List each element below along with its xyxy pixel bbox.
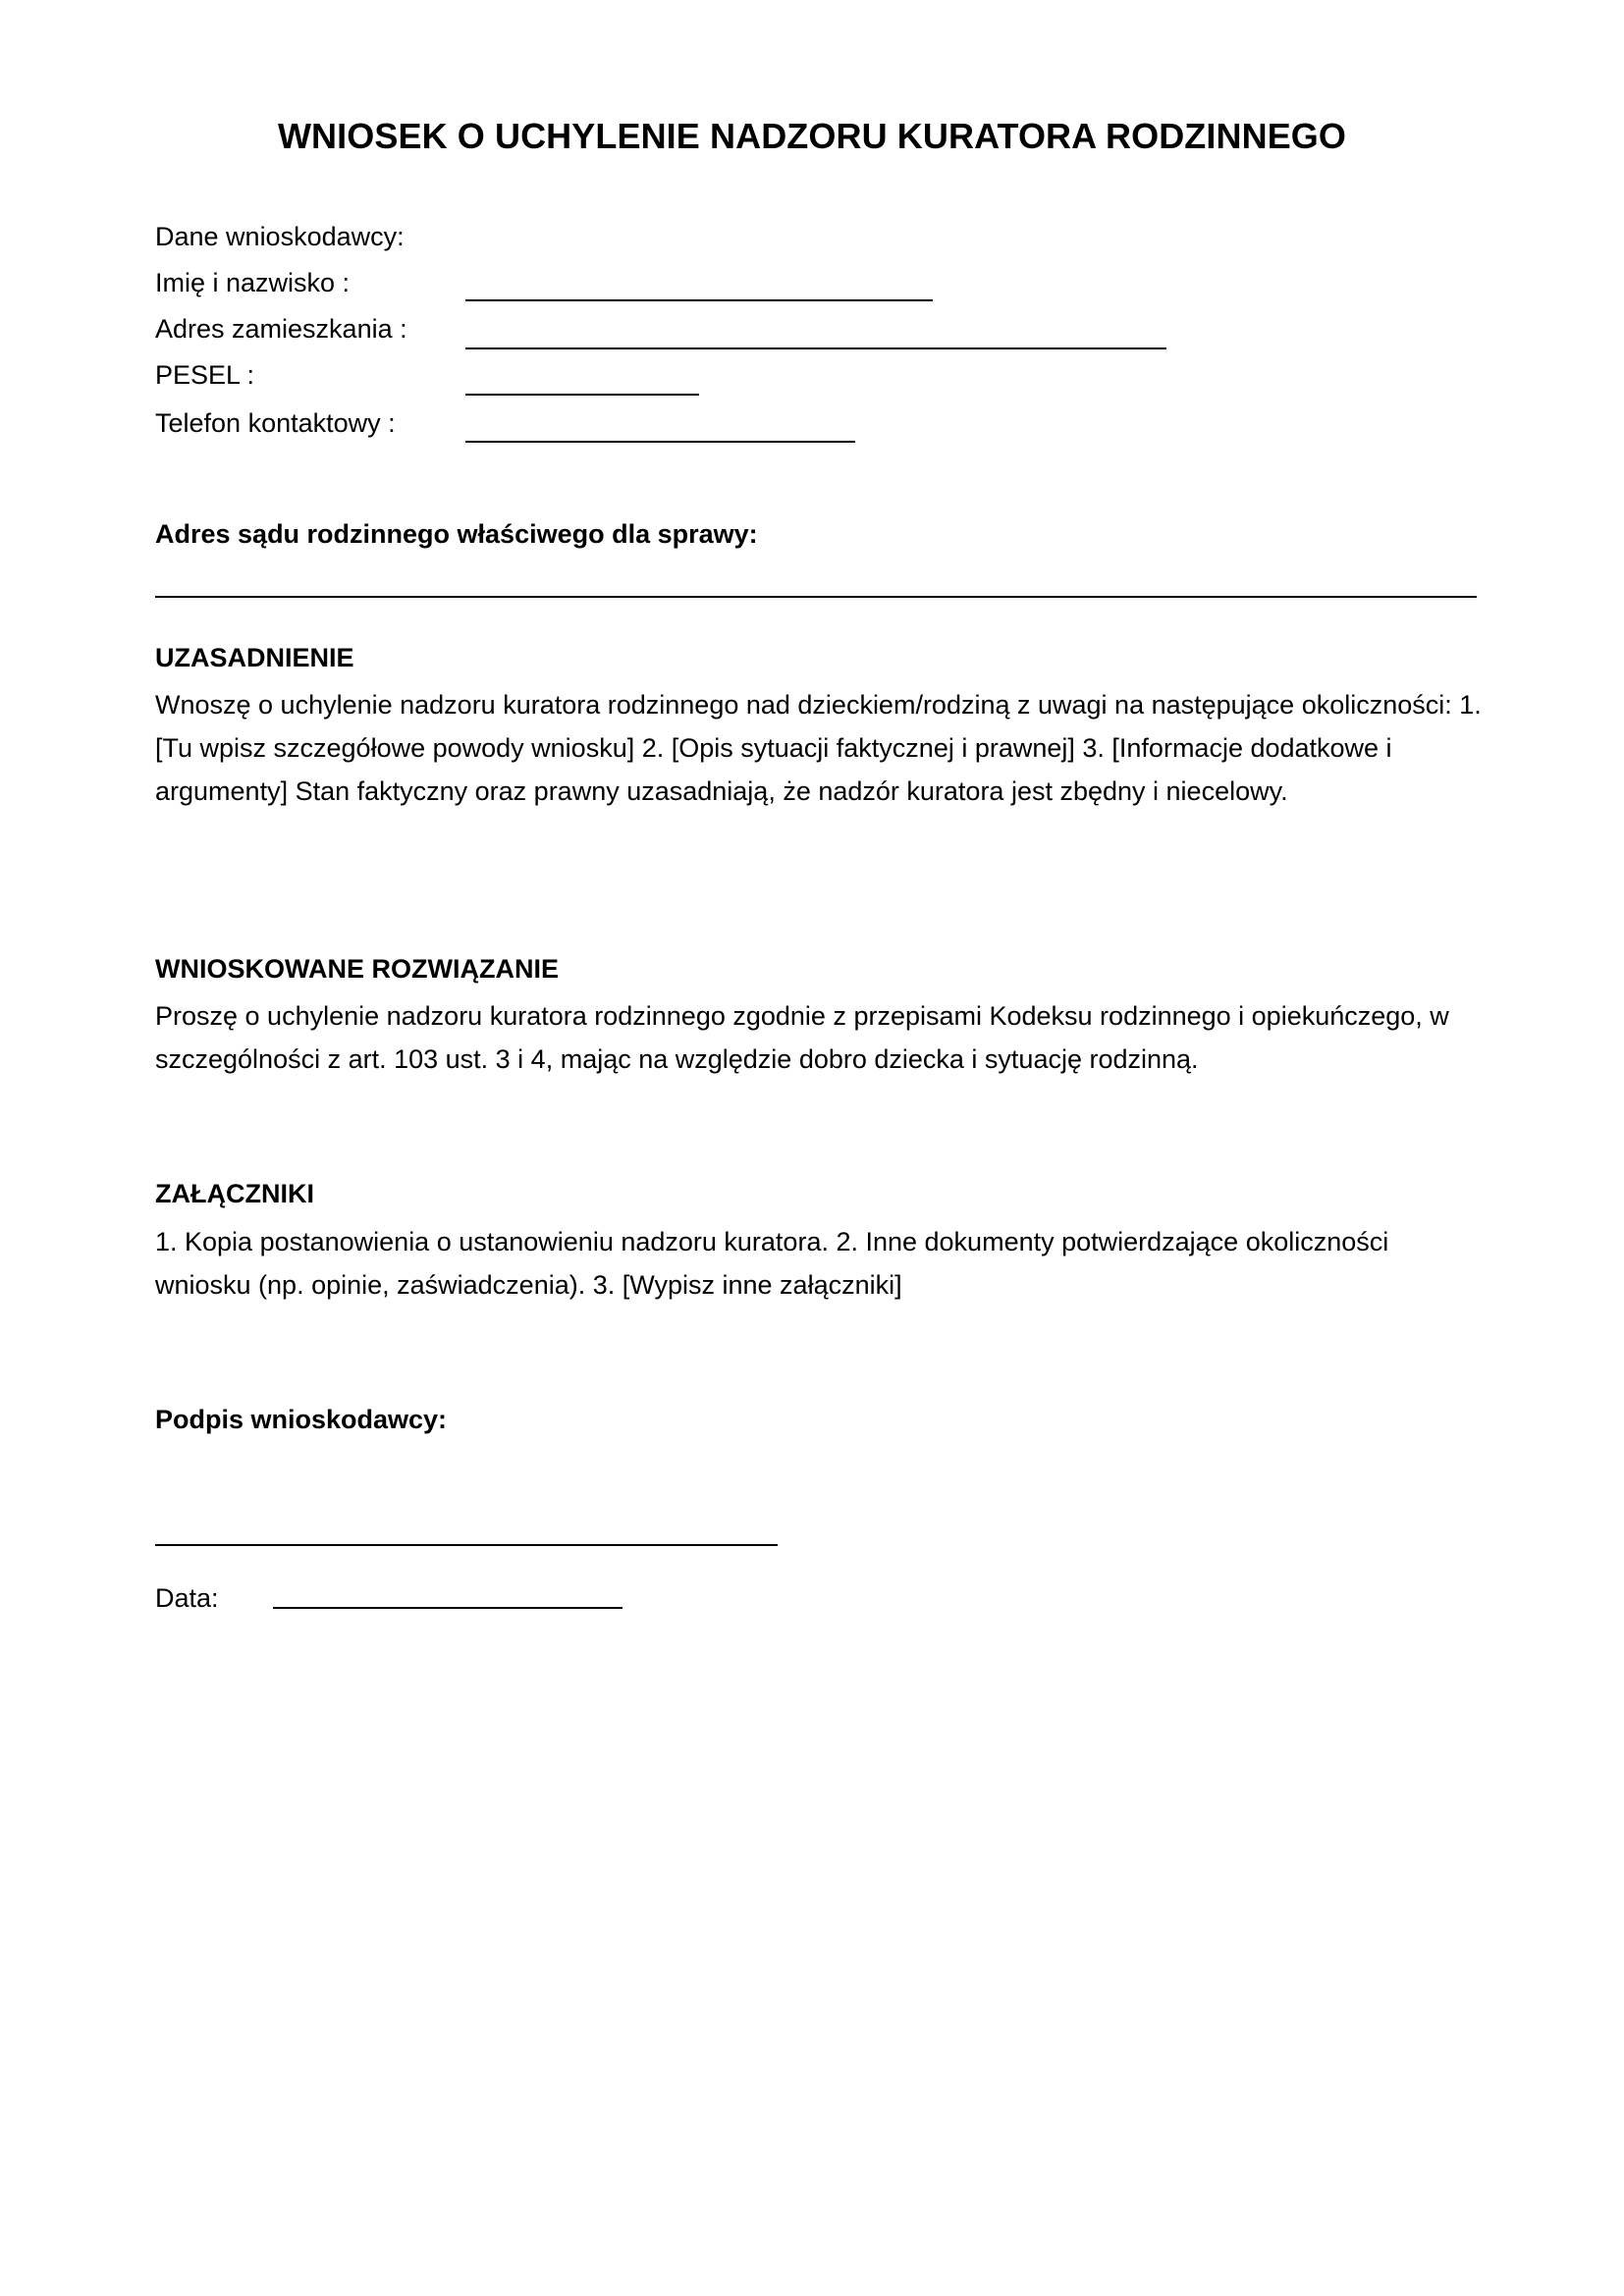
name-field-line[interactable] [465,299,933,301]
date-label: Data: [155,1583,219,1613]
phone-field-line[interactable] [465,441,855,443]
applicant-heading: Dane wnioskodawcy: [155,222,405,251]
signature-label: Podpis wnioskodawcy: [155,1405,448,1434]
document-title: WNIOSEK O UCHYLENIE NADZORU KURATORA RODZINNEGO [277,116,1347,156]
justification-body: Wnoszę o uchylenie nadzoru kuratora rodzinnego nad dzieckiem/rodziną z uwagi na następujące okoliczności: 1. [Tu wpisz szczegółowe powody wniosku] 2. [Opis sytuacji faktycznej i prawnej] 3. [Informacje dodatkowe i argumenty] Stan faktyczny oraz prawny uzasadniają, że nadzór kuratora jest zbędny i niecelowy. [155,690,1482,806]
address-label: Adres zamieszkania : [155,314,407,344]
court-address-label: Adres sądu rodzinnego właściwego dla sprawy: [155,519,758,549]
pesel-field-line[interactable] [465,394,699,396]
date-field-line[interactable] [273,1607,623,1609]
attachments-heading: ZAŁĄCZNIKI [155,1179,314,1208]
pesel-label: PESEL : [155,360,255,390]
requested-solution-body: Proszę o uchylenie nadzoru kuratora rodzinnego zgodnie z przepisami Kodeksu rodzinnego i opiekuńczego, w szczególności z art. 103 ust. 3 i 4, mając na względzie dobro dziecka i sytuację rodzinną. [155,1001,1449,1074]
phone-label: Telefon kontaktowy : [155,408,396,438]
signature-field-line[interactable] [155,1544,778,1546]
court-address-field-line[interactable] [155,596,1477,598]
name-label: Imię i nazwisko : [155,268,351,297]
address-field-line[interactable] [465,347,1166,349]
justification-heading: UZASADNIENIE [155,643,354,672]
requested-solution-heading: WNIOSKOWANE ROZWIĄZANIE [155,954,559,984]
attachments-body: 1. Kopia postanowienia o ustanowieniu nadzoru kuratora. 2. Inne dokumenty potwierdzające okoliczności wniosku (np. opinie, zaświadczenia). 3. [Wypisz inne załączniki] [155,1227,1389,1300]
